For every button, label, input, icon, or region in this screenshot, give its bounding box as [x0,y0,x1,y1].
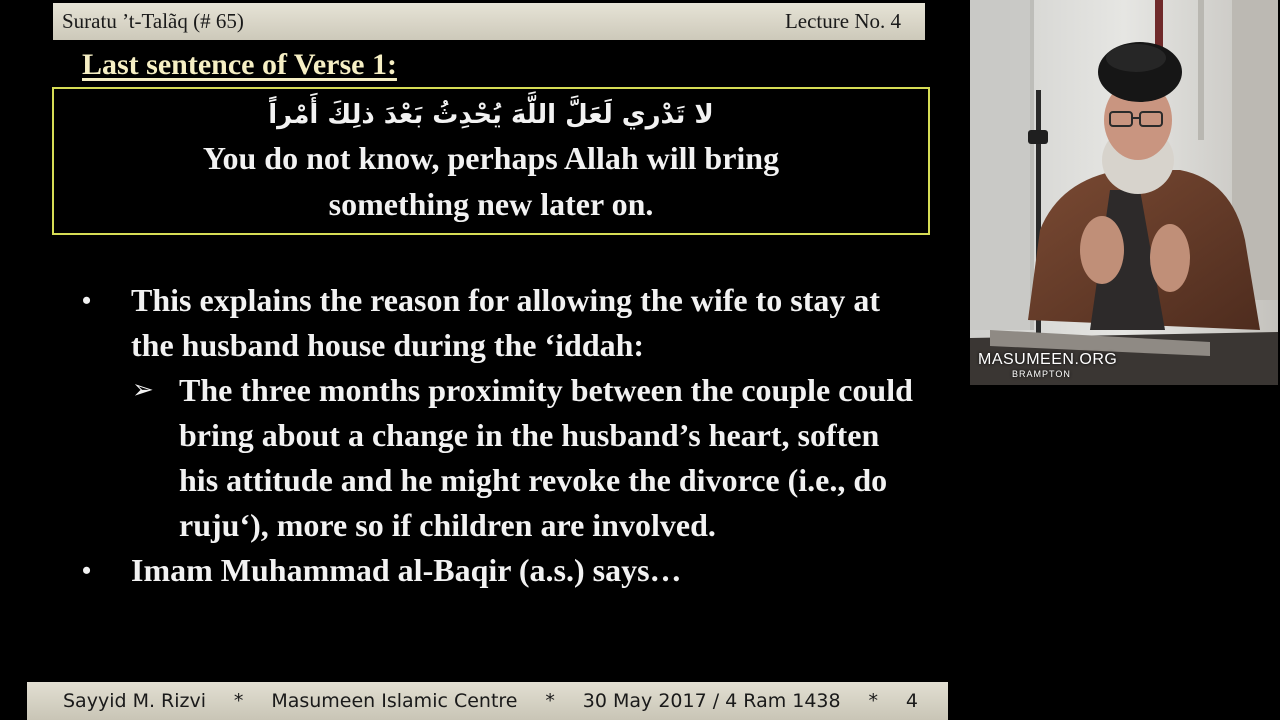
bullet-icon: • [82,286,92,315]
footer-separator: * [545,690,555,712]
bullet-point [80,278,920,368]
speaker-name: Sayyid M. Rizvi [63,690,207,712]
sub-point-text: The three months proximity between the couple could bring about a change in the husband’s heart, soften his attitude and he might revoke the divorce (i.e., do ruju‘), more so if children are involved. [179,372,913,543]
verse-heading: Last sentence of Verse 1: [82,48,397,81]
slide-footer-bar [27,682,948,720]
speaker-video-frame [970,0,1278,385]
arabic-verse: لا تَدْري لَعَلَّ اللَّهَ يُحْدِثُ بَعْدَ ذلِكَ أَمْراً [268,100,714,130]
bullet-icon: • [82,556,92,585]
sub-point [80,368,920,548]
footer-separator: * [233,690,244,712]
arrow-bullet-icon: ➢ [132,375,154,405]
bullet-text: This explains the reason for allowing the wife to stay at the husband house during the ‘iddah: [131,282,881,363]
slide-content [80,278,920,593]
speaker-video [970,0,1278,385]
footer-separator: * [868,690,878,712]
lecture-number: Lecture No. 4 [784,9,901,33]
bullet-text: Imam Muhammad al-Baqir (a.s.) says… [131,552,682,588]
slide-header-bar [53,3,925,40]
slide-number: 4 [905,690,918,712]
verse-translation: You do not know, perhaps Allah will bring something new later on. [202,140,780,222]
verse-box [52,87,930,235]
channel-watermark [978,352,1117,379]
watermark-sub: BRAMPTON [1012,369,1071,379]
lecture-date: 30 May 2017 / 4 Ram 1438 [582,690,841,712]
bullet-point [80,548,920,593]
venue-name: Masumeen Islamic Centre [271,690,518,712]
watermark-main: MASUMEEN.ORG [978,351,1118,368]
series-title: Suratu ’t-Talãq (# 65) [62,9,244,33]
